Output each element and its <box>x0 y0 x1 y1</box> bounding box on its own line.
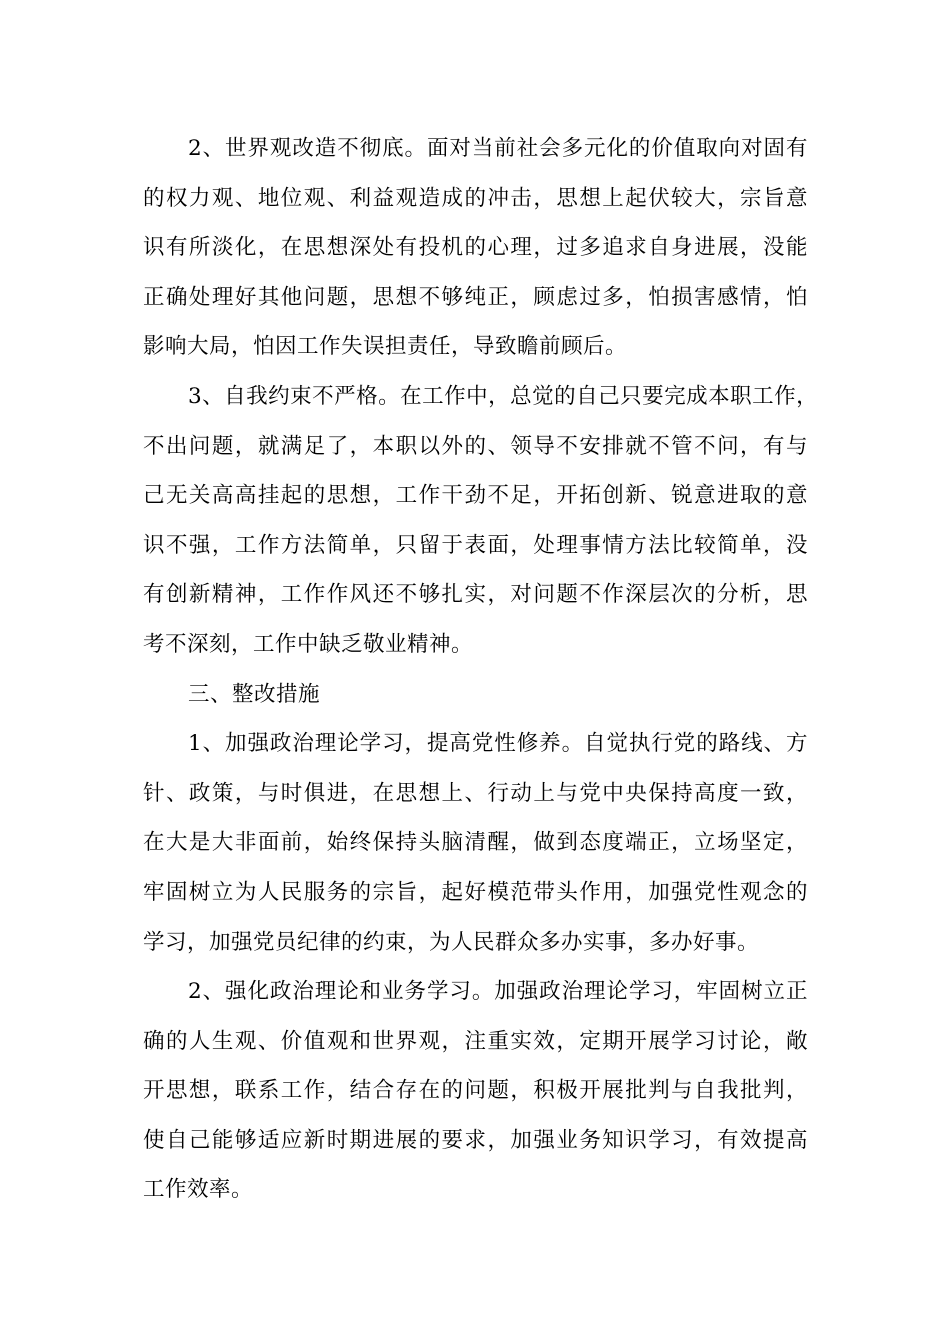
text-line: 影响大局，怕因工作失误担责任，导致瞻前顾后。 <box>143 334 628 360</box>
text-line: 针、政策，与时俱进，在思想上、行动上与党中央保持高度一致， <box>143 780 808 806</box>
text-line: 己无关高高挂起的思想，工作干劲不足，开拓创新、锐意进取的意 <box>143 483 808 509</box>
text-line: 识有所淡化，在思想深处有投机的心理，过多追求自身进展，没能 <box>143 235 808 261</box>
paragraph-business-study <box>143 967 808 1215</box>
text-line: 识不强，工作方法简单，只留于表面，处理事情方法比较简单，没 <box>143 532 808 558</box>
section-heading-measures <box>143 670 808 720</box>
text-line: 确的人生观、价值观和世界观，注重实效，定期开展学习讨论，敞 <box>143 1028 808 1054</box>
text-line: 正确处理好其他问题，思想不够纯正，顾虑过多，怕损害感情，怕 <box>143 284 808 310</box>
text-line: 的权力观、地位观、利益观造成的冲击，思想上起伏较大，宗旨意 <box>143 185 808 211</box>
document-body <box>143 124 819 1215</box>
text-line: 使自己能够适应新时期进展的要求，加强业务知识学习，有效提高 <box>143 1127 808 1153</box>
text-line: 不出问题，就满足了，本职以外的、领导不安排就不管不问，有与 <box>143 433 808 459</box>
text-line: 学习，加强党员纪律的约束，为人民群众多办实事，多办好事。 <box>143 929 760 955</box>
text-line: 2、世界观改造不彻底。面对当前社会多元化的价值取向对固有 <box>188 136 808 161</box>
paragraph-theory-study <box>143 719 808 967</box>
text-line: 考不深刻，工作中缺乏敬业精神。 <box>143 631 474 657</box>
text-line: 2、强化政治理论和业务学习。加强政治理论学习，牢固树立正 <box>188 979 808 1005</box>
paragraph-self-discipline <box>143 372 819 670</box>
text-line: 1、加强政治理论学习，提高党性修养。自觉执行党的路线、方 <box>188 731 808 757</box>
text-line: 开思想，联系工作，结合存在的问题，积极开展批判与自我批判， <box>143 1078 808 1104</box>
text-line: 有创新精神，工作作风还不够扎实，对问题不作深层次的分析，思 <box>143 582 808 608</box>
heading-text: 三、整改措施 <box>188 681 321 707</box>
text-line: 牢固树立为人民服务的宗旨，起好模范带头作用，加强党性观念的 <box>143 879 808 905</box>
text-line: 3、自我约束不严格。在工作中，总觉的自己只要完成本职工作， <box>188 383 819 409</box>
text-line: 在大是大非面前，始终保持头脑清醒，做到态度端正，立场坚定， <box>143 830 808 856</box>
text-line: 工作效率。 <box>143 1177 254 1203</box>
paragraph-worldview <box>143 124 808 372</box>
